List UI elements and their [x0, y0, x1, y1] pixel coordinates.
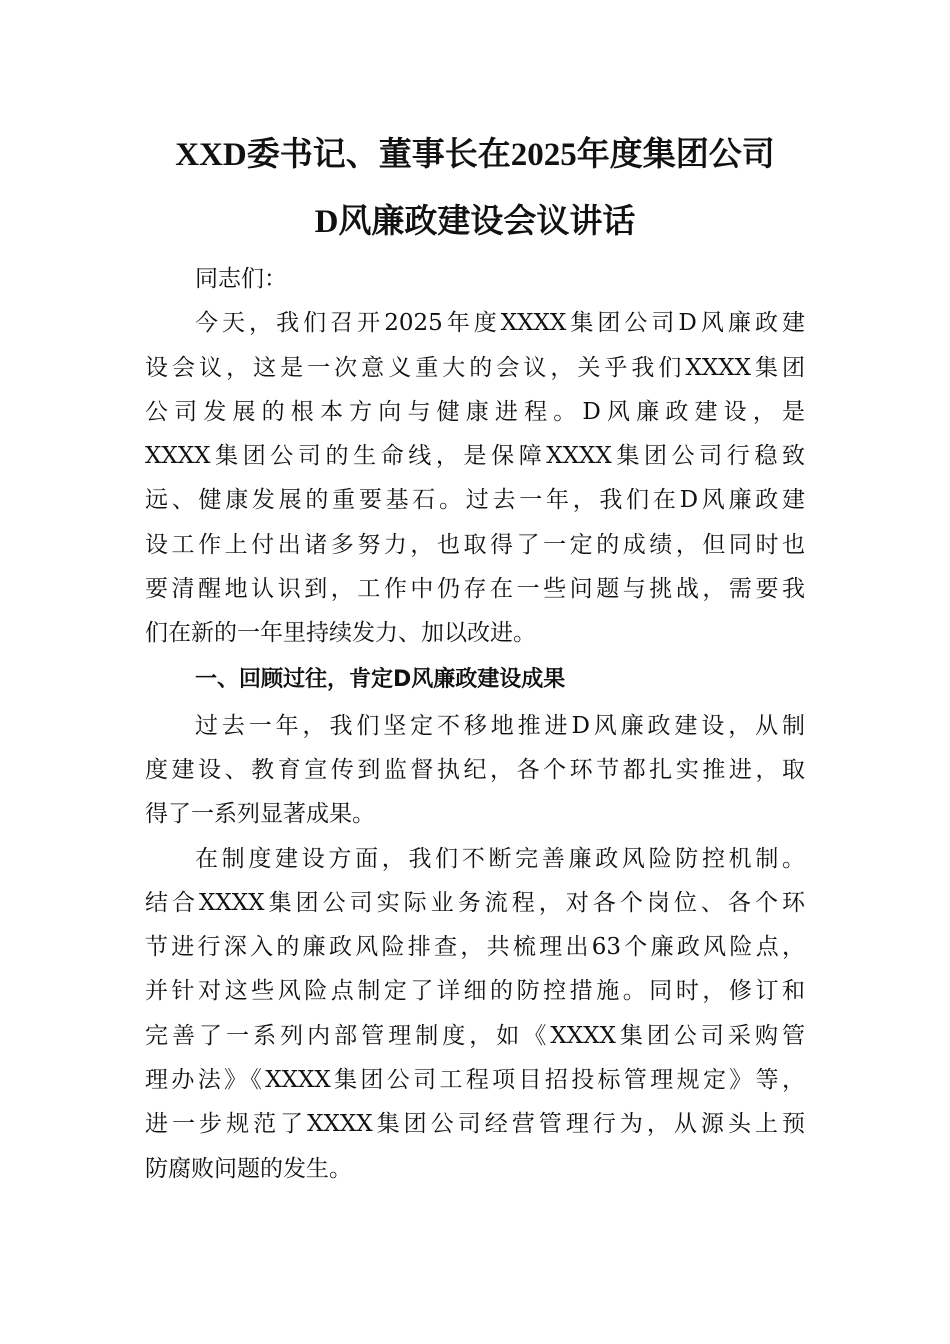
greeting: 同志们：	[195, 266, 287, 292]
paragraph-line: 过去一年，我们坚定不移地推进D风廉政建设，从制	[195, 712, 805, 739]
document-body	[145, 257, 805, 1191]
paragraph-line: 结合XXXX集团公司实际业务流程，对各个岗位、各个环	[145, 889, 805, 916]
paragraph-line: 防腐败问题的发生。	[145, 1155, 352, 1182]
document-title-line-1: XXD委书记、董事长在2025年度集团公司	[175, 137, 775, 173]
paragraph-line: 要清醒地认识到，工作中仍存在一些问题与挑战，需要我	[145, 576, 805, 603]
paragraph-line: XXXX集团公司的生命线，是保障XXXX集团公司行稳致	[145, 443, 805, 470]
paragraph-line: 得了一系列显著成果。	[145, 801, 375, 828]
section-heading: 一、回顾过往，肯定D风廉政建设成果	[195, 666, 566, 692]
paragraph-line: 远、健康发展的重要基石。过去一年，我们在D风廉政建	[145, 487, 805, 514]
paragraph-line: 设工作上付出诸多努力，也取得了一定的成绩，但同时也	[145, 531, 805, 558]
paragraph-line: 并针对这些风险点制定了详细的防控措施。同时，修订和	[145, 978, 805, 1005]
paragraph-line: 今天，我们召开2025年度XXXX集团公司D风廉政建	[195, 310, 805, 337]
paragraph-line: 完善了一系列内部管理制度，如《XXXX集团公司采购管	[145, 1022, 805, 1049]
document-title-line-2: D风廉政建设会议讲话	[314, 204, 636, 240]
paragraph-line: 理办法》《XXXX集团公司工程项目招投标管理规定》等，	[145, 1067, 805, 1094]
paragraph-line: 设会议，这是一次意义重大的会议，关乎我们XXXX集团	[145, 354, 805, 381]
paragraph-line: 在制度建设方面，我们不断完善廉政风险防控机制。	[195, 845, 805, 872]
paragraph-line: 进一步规范了XXXX集团公司经营管理行为，从源头上预	[145, 1111, 805, 1138]
paragraph-line: 度建设、教育宣传到监督执纪，各个环节都扎实推进，取	[145, 756, 805, 783]
paragraph-line: 节进行深入的廉政风险排查，共梳理出63个廉政风险点，	[145, 934, 805, 961]
paragraph-line: 们在新的一年里持续发力、加以改进。	[145, 620, 536, 647]
paragraph-line: 公司发展的根本方向与健康进程。D风廉政建设，是	[145, 398, 805, 425]
